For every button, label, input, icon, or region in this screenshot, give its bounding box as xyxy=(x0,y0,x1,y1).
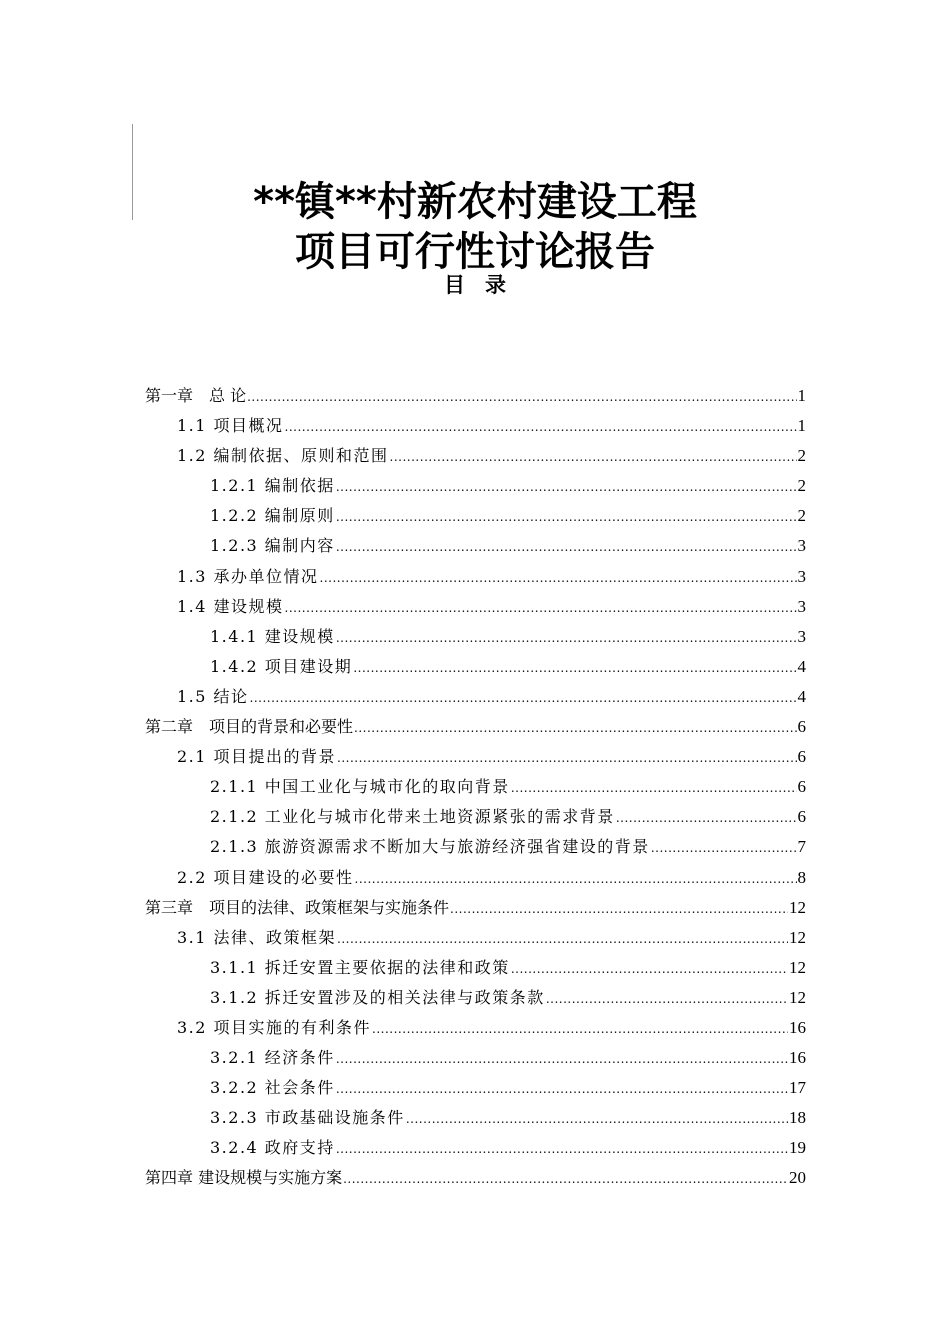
toc-entry-page: 2 xyxy=(797,446,806,466)
toc-entry[interactable] xyxy=(145,1103,806,1133)
toc-entry-title: 1.4.1 建设规模 xyxy=(210,626,335,646)
toc-dot-leader xyxy=(320,563,797,593)
toc-dot-leader xyxy=(450,894,788,924)
toc-entry-page: 18 xyxy=(789,1108,806,1128)
toc-dot-leader xyxy=(353,653,796,683)
toc-entry[interactable] xyxy=(145,652,806,682)
toc-dot-leader xyxy=(546,984,788,1014)
toc-dot-leader xyxy=(285,412,797,442)
toc-entry-page: 1 xyxy=(797,386,806,405)
toc-dot-leader xyxy=(616,803,797,833)
toc-entry[interactable] xyxy=(145,923,806,953)
toc-dot-leader xyxy=(354,713,796,743)
toc-dot-leader xyxy=(336,1044,788,1074)
toc-entry-title: 1.4 建设规模 xyxy=(177,596,284,616)
toc-heading: 目录 xyxy=(444,273,526,297)
toc-dot-leader xyxy=(337,924,788,954)
toc-entry-title: 1.1 项目概况 xyxy=(177,416,284,436)
toc-entry-title: 2.2 项目建设的必要性 xyxy=(177,867,354,887)
toc-entry-page: 16 xyxy=(789,1048,806,1068)
toc-entry-page: 17 xyxy=(789,1078,806,1098)
toc-entry-page: 6 xyxy=(797,807,806,827)
toc-entry-page: 4 xyxy=(797,686,806,706)
toc-entry-title: 1.5 结论 xyxy=(177,686,249,706)
toc-entry-page: 3 xyxy=(797,536,806,556)
toc-entry[interactable] xyxy=(145,411,806,441)
toc-entry[interactable] xyxy=(145,381,806,411)
toc-entry-title: 第三章 项目的法律、政策框架与实施条件 xyxy=(145,897,450,917)
toc-dot-leader xyxy=(336,1074,788,1104)
toc-entry-title: 3.2.2 社会条件 xyxy=(210,1078,335,1098)
toc-entry[interactable] xyxy=(145,592,806,622)
toc-entry[interactable] xyxy=(145,471,806,501)
toc-entry-title: 第一章 总 论 xyxy=(145,386,247,405)
toc-entry[interactable] xyxy=(145,1163,806,1193)
toc-entry[interactable] xyxy=(145,1073,806,1103)
toc-entry[interactable] xyxy=(145,501,806,531)
toc-dot-leader xyxy=(372,1014,788,1044)
toc-entry-page: 12 xyxy=(789,987,806,1007)
toc-entry-page: 6 xyxy=(797,747,806,767)
toc-dot-leader xyxy=(336,1134,788,1164)
document-title-line-2: 项目可行性讨论报告 xyxy=(295,229,655,275)
toc-entry-title: 2.1.3 旅游资源需求不断加大与旅游经济强省建设的背景 xyxy=(210,837,650,857)
toc-entry-title: 1.4.2 项目建设期 xyxy=(210,656,353,676)
toc-entry-page: 12 xyxy=(789,927,806,947)
toc-entry[interactable] xyxy=(145,562,806,592)
toc-dot-leader xyxy=(247,382,796,412)
table-of-contents xyxy=(145,381,806,1194)
toc-entry-page: 3 xyxy=(797,626,806,646)
toc-entry-page: 12 xyxy=(789,897,806,917)
toc-dot-leader xyxy=(343,1164,788,1194)
toc-entry-page: 8 xyxy=(797,867,806,887)
toc-entry[interactable] xyxy=(145,441,806,471)
toc-entry-page: 6 xyxy=(797,717,806,737)
toc-entry-title: 1.2 编制依据、原则和范围 xyxy=(177,446,389,466)
toc-entry-title: 2.1.1 中国工业化与城市化的取向背景 xyxy=(210,777,510,797)
toc-entry-title: 2.1 项目提出的背景 xyxy=(177,747,337,767)
toc-entry[interactable] xyxy=(145,953,806,983)
toc-dot-leader xyxy=(336,502,797,532)
toc-entry-title: 第二章 项目的背景和必要性 xyxy=(145,717,354,737)
toc-entry-page: 2 xyxy=(797,476,806,496)
toc-dot-leader xyxy=(250,683,797,713)
toc-entry-page: 16 xyxy=(789,1017,806,1037)
toc-entry-title: 3.1.1 拆迁安置主要依据的法律和政策 xyxy=(210,957,510,977)
toc-entry[interactable] xyxy=(145,863,806,893)
toc-entry-title: 1.2.2 编制原则 xyxy=(210,506,335,526)
toc-entry-title: 1.3 承办单位情况 xyxy=(177,566,319,586)
toc-entry-title: 2.1.2 工业化与城市化带来土地资源紧张的需求背景 xyxy=(210,807,615,827)
toc-entry[interactable] xyxy=(145,682,806,712)
toc-entry[interactable] xyxy=(145,742,806,772)
toc-dot-leader xyxy=(337,743,796,773)
toc-dot-leader xyxy=(285,593,797,623)
toc-dot-leader xyxy=(651,833,797,863)
toc-entry[interactable] xyxy=(145,802,806,832)
toc-entry-title: 3.2.3 市政基础设施条件 xyxy=(210,1108,405,1128)
toc-entry-page: 3 xyxy=(797,566,806,586)
toc-entry-title: 3.2.4 政府支持 xyxy=(210,1138,335,1158)
toc-entry-title: 1.2.1 编制依据 xyxy=(210,476,335,496)
toc-entry-title: 1.2.3 编制内容 xyxy=(210,536,335,556)
toc-entry-page: 12 xyxy=(789,957,806,977)
toc-entry-title: 3.2 项目实施的有利条件 xyxy=(177,1017,372,1037)
toc-dot-leader xyxy=(336,472,797,502)
toc-entry-title: 3.1.2 拆迁安置涉及的相关法律与政策条款 xyxy=(210,987,545,1007)
toc-entry-page: 1 xyxy=(797,416,806,436)
toc-entry-page: 4 xyxy=(797,656,806,676)
toc-entry[interactable] xyxy=(145,531,806,561)
toc-entry[interactable] xyxy=(145,772,806,802)
toc-entry-page: 2 xyxy=(797,506,806,526)
toc-entry-page: 6 xyxy=(797,777,806,797)
document-title-line-1: **镇**村新农村建设工程 xyxy=(253,179,697,225)
toc-dot-leader xyxy=(336,532,797,562)
toc-entry-title: 3.1 法律、政策框架 xyxy=(177,927,337,947)
toc-entry-page: 19 xyxy=(789,1138,806,1158)
toc-dot-leader xyxy=(406,1104,788,1134)
toc-entry[interactable] xyxy=(145,712,806,742)
toc-entry-page: 3 xyxy=(797,596,806,616)
toc-dot-leader xyxy=(511,954,788,984)
toc-dot-leader xyxy=(336,623,797,653)
toc-dot-leader xyxy=(390,442,797,472)
toc-entry-title: 第四章 建设规模与实施方案 xyxy=(145,1168,343,1188)
toc-dot-leader xyxy=(511,773,797,803)
toc-dot-leader xyxy=(355,864,797,894)
toc-entry[interactable] xyxy=(145,893,806,923)
toc-entry[interactable] xyxy=(145,1013,806,1043)
toc-entry-title: 3.2.1 经济条件 xyxy=(210,1048,335,1068)
toc-entry[interactable] xyxy=(145,983,806,1013)
toc-entry[interactable] xyxy=(145,1133,806,1163)
toc-entry[interactable] xyxy=(145,1043,806,1073)
toc-entry[interactable] xyxy=(145,622,806,652)
toc-entry-page: 7 xyxy=(797,837,806,857)
toc-entry[interactable] xyxy=(145,832,806,862)
toc-entry-page: 20 xyxy=(789,1168,806,1188)
